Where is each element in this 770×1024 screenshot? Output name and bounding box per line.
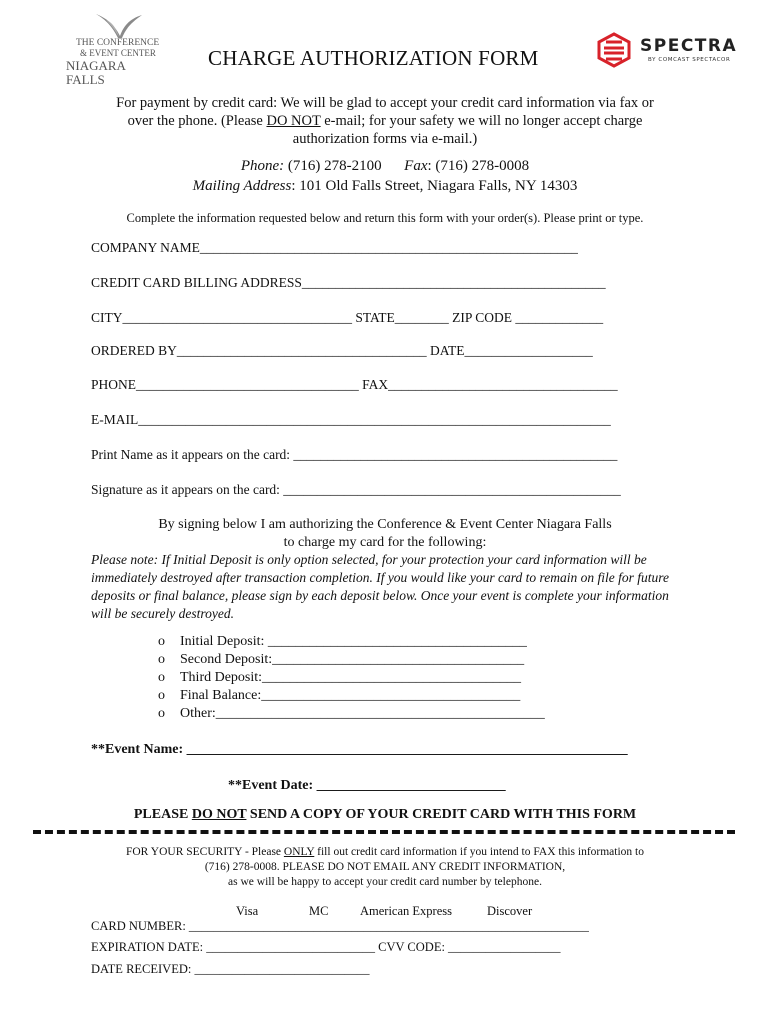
bullet: o [158,688,165,703]
card-type-mc[interactable]: MC [309,904,329,918]
please-note: Please note: If Initial Deposit is only option selected, for your protection your card information will be immediately destroyed after transaction completion. If you would like your card to remain on file for future deposits or final balance, please sign by each deposit below. Once your event is complete your information will be securely destroyed. [91,552,670,621]
phone-label: Phone: [240,158,285,174]
mail-label: Mailing Address [192,178,292,194]
email-field[interactable]: E-MAIL______________________________________________________________________ [91,412,611,427]
cut-line-divider [33,830,735,834]
security-line1-pre: FOR YOUR SECURITY - Please [125,846,284,858]
third-deposit-label: Third Deposit:_____________________________________ [180,670,522,685]
event-name-field[interactable]: **Event Name: _______________________________________________________________ [91,742,628,757]
intro-do-not: DO NOT [266,113,321,129]
card-type-options [0,904,770,920]
bullet: o [158,652,165,667]
bullet: o [158,670,165,685]
second-deposit-label: Second Deposit:____________________________________ [180,652,525,667]
contact-address [0,176,770,196]
bullet: o [158,634,165,649]
signature-field[interactable]: Signature as it appears on the card: __________________________________________________ [91,482,621,497]
bird-wings-icon [66,10,166,40]
initial-deposit-label: Initial Deposit: _____________________________________ [180,634,527,649]
security-line1 [0,845,770,860]
second-deposit-field[interactable] [158,652,524,668]
phone-value: (716) 278-2100 [284,158,382,174]
company-name-field[interactable]: COMPANY NAME________________________________________________________ [91,240,578,255]
security-line3: as we will be happy to accept your credit card number by telephone. [228,876,542,888]
card-number-field[interactable]: CARD NUMBER: ________________________________________________________________ [91,919,589,933]
intro-line2-post: e-mail; for your safety we will no longer accept charge [320,113,643,129]
warning-pre: PLEASE [133,807,192,822]
logo-line2: & EVENT CENTER [80,48,156,58]
contact-phone-fax [0,156,770,176]
ordered-by-date-row[interactable]: ORDERED BY_____________________________________ DATE___________________ [91,343,593,358]
billing-address-field[interactable]: CREDIT CARD BILLING ADDRESS_____________________________________________ [91,275,606,290]
security-line2: (716) 278-0008. PLEASE DO NOT EMAIL ANY CREDIT INFORMATION, [204,861,566,873]
card-type-amex[interactable]: American Express [360,904,452,918]
city-state-zip-row[interactable]: CITY__________________________________ STATE________ ZIP CODE _____________ [91,310,604,325]
expiration-cvv-row[interactable]: EXPIRATION DATE: ___________________________ CVV CODE: __________________ [91,940,561,954]
final-balance-label: Final Balance:_____________________________________ [180,688,521,703]
fax-value: : (716) 278-0008 [427,158,530,174]
intro-line2 [0,112,770,130]
print-name-field[interactable]: Print Name as it appears on the card: ________________________________________________ [91,447,618,462]
fax-label: Fax [404,158,428,174]
spectra-mark-icon [596,32,632,68]
authorization-statement [0,516,770,552]
final-balance-field[interactable] [158,688,520,704]
third-deposit-field[interactable] [158,670,521,686]
date-received-field[interactable]: DATE RECEIVED: ____________________________ [91,962,370,976]
security-notice [0,845,770,890]
phone-fax-row[interactable]: PHONE_________________________________ FAX__________________________________ [91,377,618,392]
intro-line1: For payment by credit card: We will be glad to accept your credit card information via fax or [116,95,654,111]
event-date-field[interactable]: **Event Date: ___________________________ [228,778,506,793]
page-title: CHARGE AUTHORIZATION FORM [208,46,539,70]
intro-line3: authorization forms via e-mail.) [292,131,478,147]
security-line1-post: fill out credit card information if you intend to FAX this information to [314,846,644,858]
bullet: o [158,706,165,721]
initial-deposit-field[interactable] [158,634,527,650]
card-type-visa[interactable]: Visa [236,904,259,918]
conference-center-logo [66,10,166,87]
authorization-line1: By signing below I am authorizing the Conference & Event Center Niagara Falls [158,517,612,532]
intro-line2-pre: over the phone. (Please [127,113,267,129]
spectra-logo [596,30,736,70]
warning-post: SEND A COPY OF YOUR CREDIT CARD WITH THIS FORM [246,807,637,822]
card-type-discover[interactable]: Discover [487,904,533,918]
warning-do-not: DO NOT [191,807,247,822]
logo-line3: NIAGARA FALLS [66,58,126,87]
security-only: ONLY [283,846,315,858]
logo-line1: THE CONFERENCE [76,38,160,48]
spectra-name: SPECTRA [640,36,738,56]
do-not-send-warning [0,807,770,823]
intro-paragraph [0,94,770,148]
other-field[interactable] [158,706,545,722]
instructions: Complete the information requested below and return this form with your order(s). Please print or type. [126,211,644,225]
mail-value: : 101 Old Falls Street, Niagara Falls, NY 14303 [291,178,578,194]
authorization-line2: to charge my card for the following: [283,535,487,550]
spectra-tagline: BY COMCAST SPECTACOR [648,57,731,63]
other-label: Other:_______________________________________________ [180,706,545,721]
